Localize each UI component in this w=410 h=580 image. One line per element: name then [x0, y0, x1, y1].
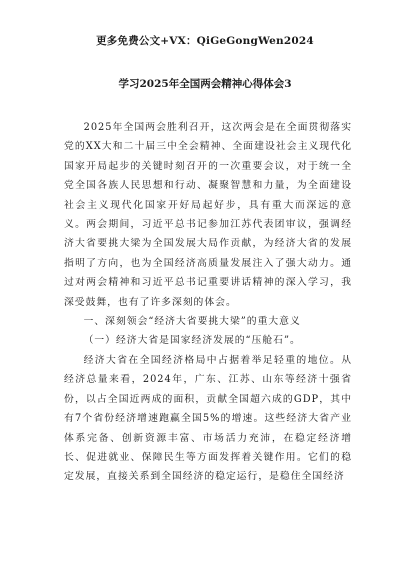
paragraph-body: 经济大省在全国经济格局中占据着举足轻重的地位。从经济总量来看，2024年，广东、江苏、山东等经济十强省份，以占全国近两成的面积，贡献全国超六成的GDP，其中有7个省份经济增速跑赢全国5%的增速。这些经济大省产业体系完备、创新资源丰富、市场活力充沛，在稳定经济增长、促进就业、保障民生等方面发挥着关键作用。它们的稳定发展，直接关系到全国经济的稳定运行，是稳住全国经济 — [64, 354, 352, 483]
document-body — [64, 118, 352, 487]
document-title: 学习2025年全国两会精神心得体会3 — [118, 78, 292, 90]
watermark-header: 更多免费公文+VX：QiGeGongWen2024 — [96, 35, 314, 47]
section-heading: 一、深刻领会“经济大省要挑大梁”的重大意义 — [83, 316, 301, 328]
paragraph-intro: 2025年全国两会胜利召开，这次两会是在全面贯彻落实党的XX大和二十届三中全会精神、全面建设社会主义现代化国家开局起步的关键时刻召开的一次重要会议，对于统一全党全国各族人民思想和行动、凝聚智慧和力量，为全面建设社会主义现代化国家开好局起好步，具有重大而深远的意义。两会期间，习近平总书记参加江苏代表团审议，强调经济大省要挑大梁为全国发展大局作贡献，为经济大省的发展指明了方向，也为全国经济高质量发展注入了强大动力。通过对两会精神和习近平总书记重要讲话精神的深入学习，我深受鼓舞，也有了许多深刻的体会。 — [64, 122, 352, 308]
subsection-heading: （一）经济大省是国家经济发展的“压舱石”。 — [83, 335, 301, 347]
